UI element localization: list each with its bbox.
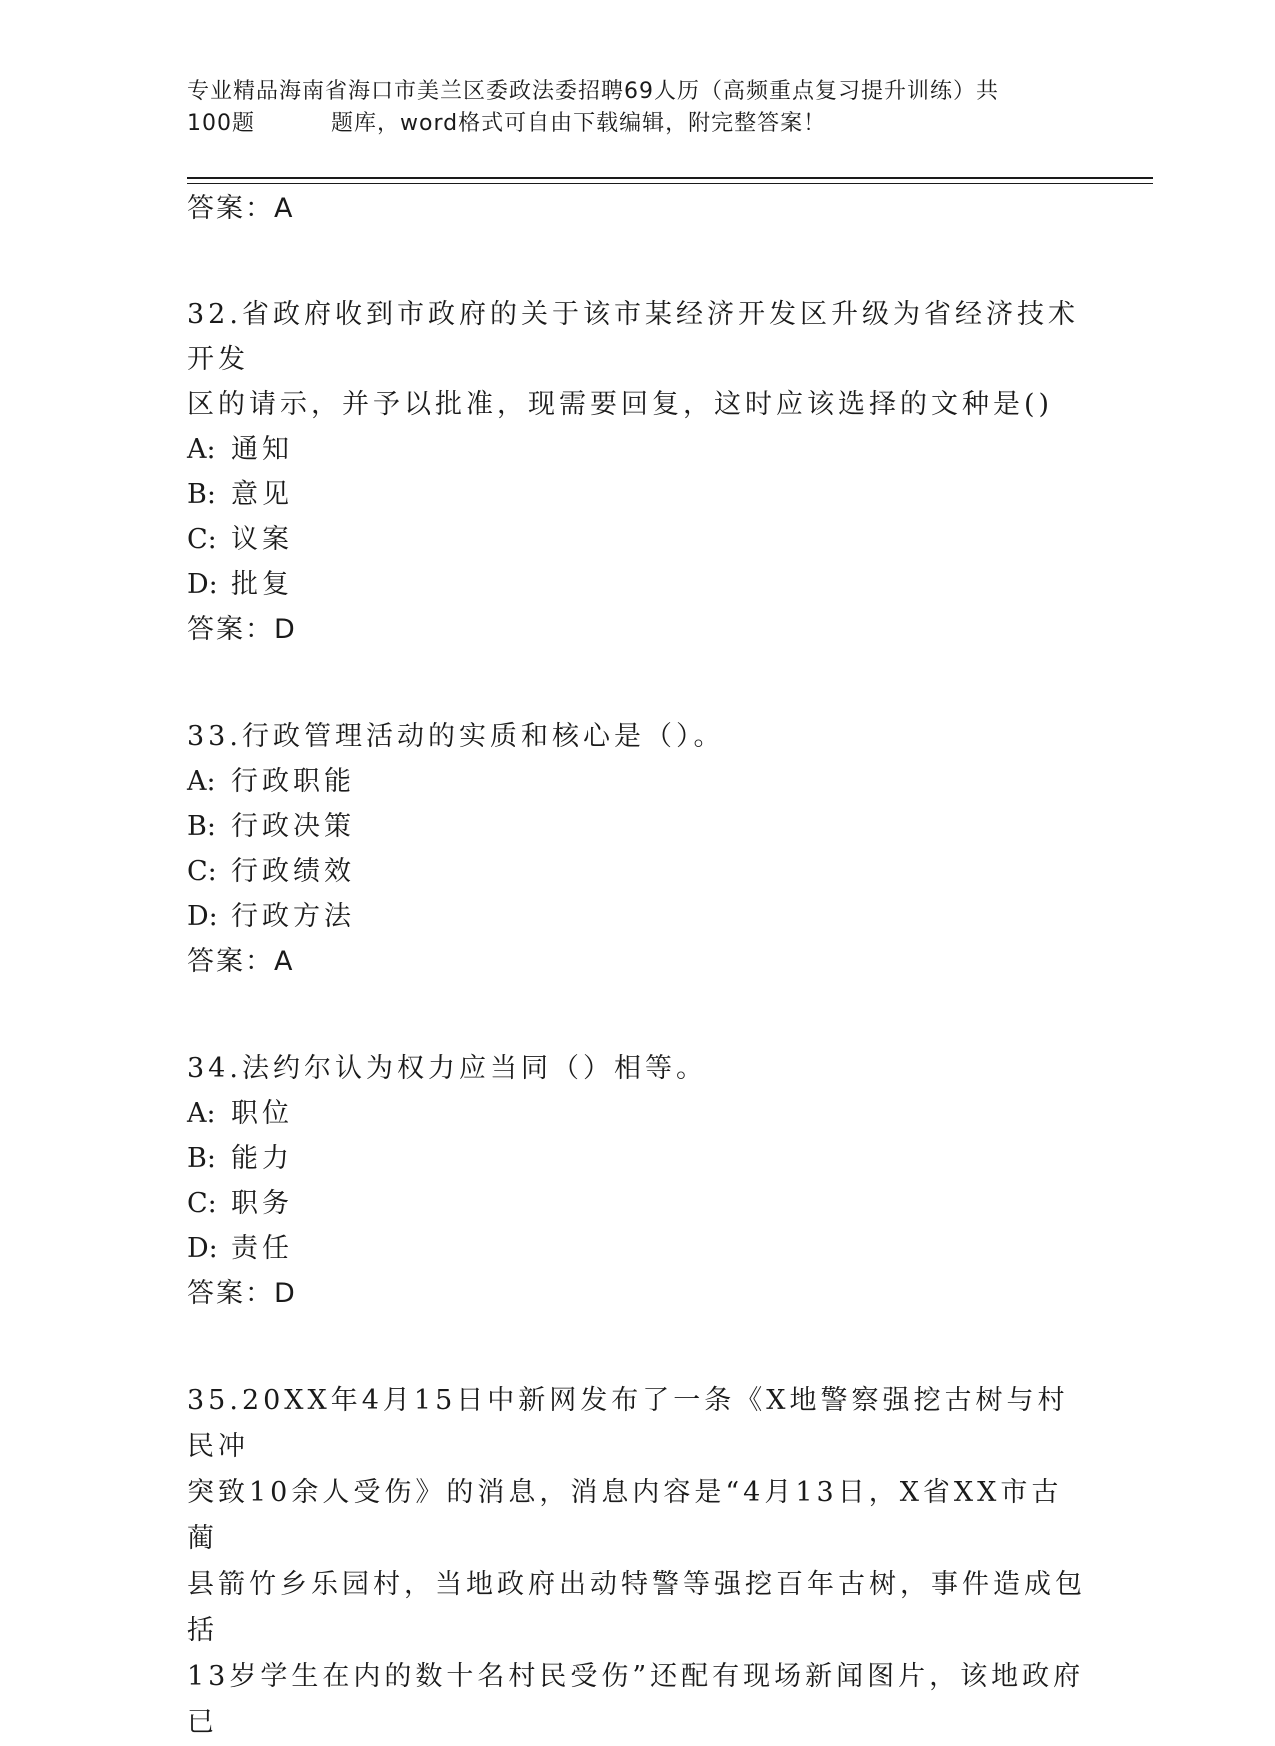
option-text: 能力 [231, 1143, 293, 1174]
option-b [187, 1136, 1087, 1181]
option-key: C: [187, 524, 217, 555]
option-text: 行政职能 [231, 766, 355, 797]
question-item-32 [187, 292, 1087, 653]
option-d [187, 562, 1087, 607]
option-key: B: [187, 479, 216, 510]
header-description: 题库，word格式可自由下载编辑，附完整答案！ [331, 111, 827, 136]
option-text: 批复 [231, 569, 293, 600]
question-stem-line: 13岁学生在内的数十名村民受伤”还配有现场新闻图片，该地政府已 [187, 1661, 1085, 1738]
option-key: D: [187, 1233, 218, 1264]
question-item-35 [187, 1378, 1087, 1746]
header-title-line-1: 专业精品海南省海口市美兰区委政法委招聘69人历（高频重点复习提升训练）共 [187, 79, 999, 104]
header-divider-thin [187, 183, 1153, 184]
option-text: 议案 [231, 524, 293, 555]
option-a [187, 759, 1087, 804]
option-text: 意见 [231, 479, 293, 510]
question-stem-line: 突致10余人受伤》的消息，消息内容是“4月13日，X省XX市古蔺 [187, 1477, 1063, 1554]
option-text: 职位 [231, 1098, 293, 1129]
option-key: A: [187, 766, 216, 797]
option-d [187, 894, 1087, 939]
question-stem-line: 33.行政管理活动的实质和核心是（）。 [187, 721, 725, 752]
question-stem-line: 区的请示，并予以批准，现需要回复，这时应该选择的文种是() [187, 389, 1054, 420]
option-key: A: [187, 434, 216, 465]
option-b [187, 472, 1087, 517]
option-d [187, 1226, 1087, 1271]
answer-line: 答案：A [187, 946, 295, 977]
question-stem-line: 35.20XX年4月15日中新网发布了一条《X地警察强挖古树与村民冲 [187, 1385, 1069, 1462]
option-c [187, 1181, 1087, 1226]
option-a [187, 1091, 1087, 1136]
option-key: B: [187, 811, 216, 842]
option-text: 责任 [231, 1233, 293, 1264]
page-header [187, 76, 1087, 140]
option-key: C: [187, 1188, 217, 1219]
option-c [187, 849, 1087, 894]
question-stem-line: 34.法约尔认为权力应当同（）相等。 [187, 1053, 707, 1084]
question-stem-line: 32.省政府收到市政府的关于该市某经济开发区升级为省经济技术开发 [187, 299, 1079, 375]
question-stem-line: 县箭竹乡乐园村，当地政府出动特警等强挖百年古树，事件造成包括 [187, 1569, 1086, 1646]
option-key: C: [187, 856, 217, 887]
option-c [187, 517, 1087, 562]
header-title-line-2 [187, 108, 1087, 140]
question-list [187, 186, 1087, 1746]
question-item-34 [187, 1046, 1087, 1317]
option-a [187, 427, 1087, 472]
option-text: 行政决策 [231, 811, 355, 842]
answer-line: 答案：D [187, 614, 297, 645]
header-question-count: 100题 [187, 111, 255, 136]
option-text: 职务 [231, 1188, 293, 1219]
option-key: D: [187, 901, 218, 932]
option-key: D: [187, 569, 218, 600]
question-item-33 [187, 714, 1087, 985]
option-text: 行政绩效 [231, 856, 355, 887]
answer-line: 答案：D [187, 1278, 297, 1309]
option-key: A: [187, 1098, 216, 1129]
option-text: 通知 [231, 434, 293, 465]
option-text: 行政方法 [231, 901, 355, 932]
option-key: B: [187, 1143, 216, 1174]
option-b [187, 804, 1087, 849]
header-divider-thick [187, 177, 1153, 179]
previous-answer: 答案：A [187, 193, 295, 224]
